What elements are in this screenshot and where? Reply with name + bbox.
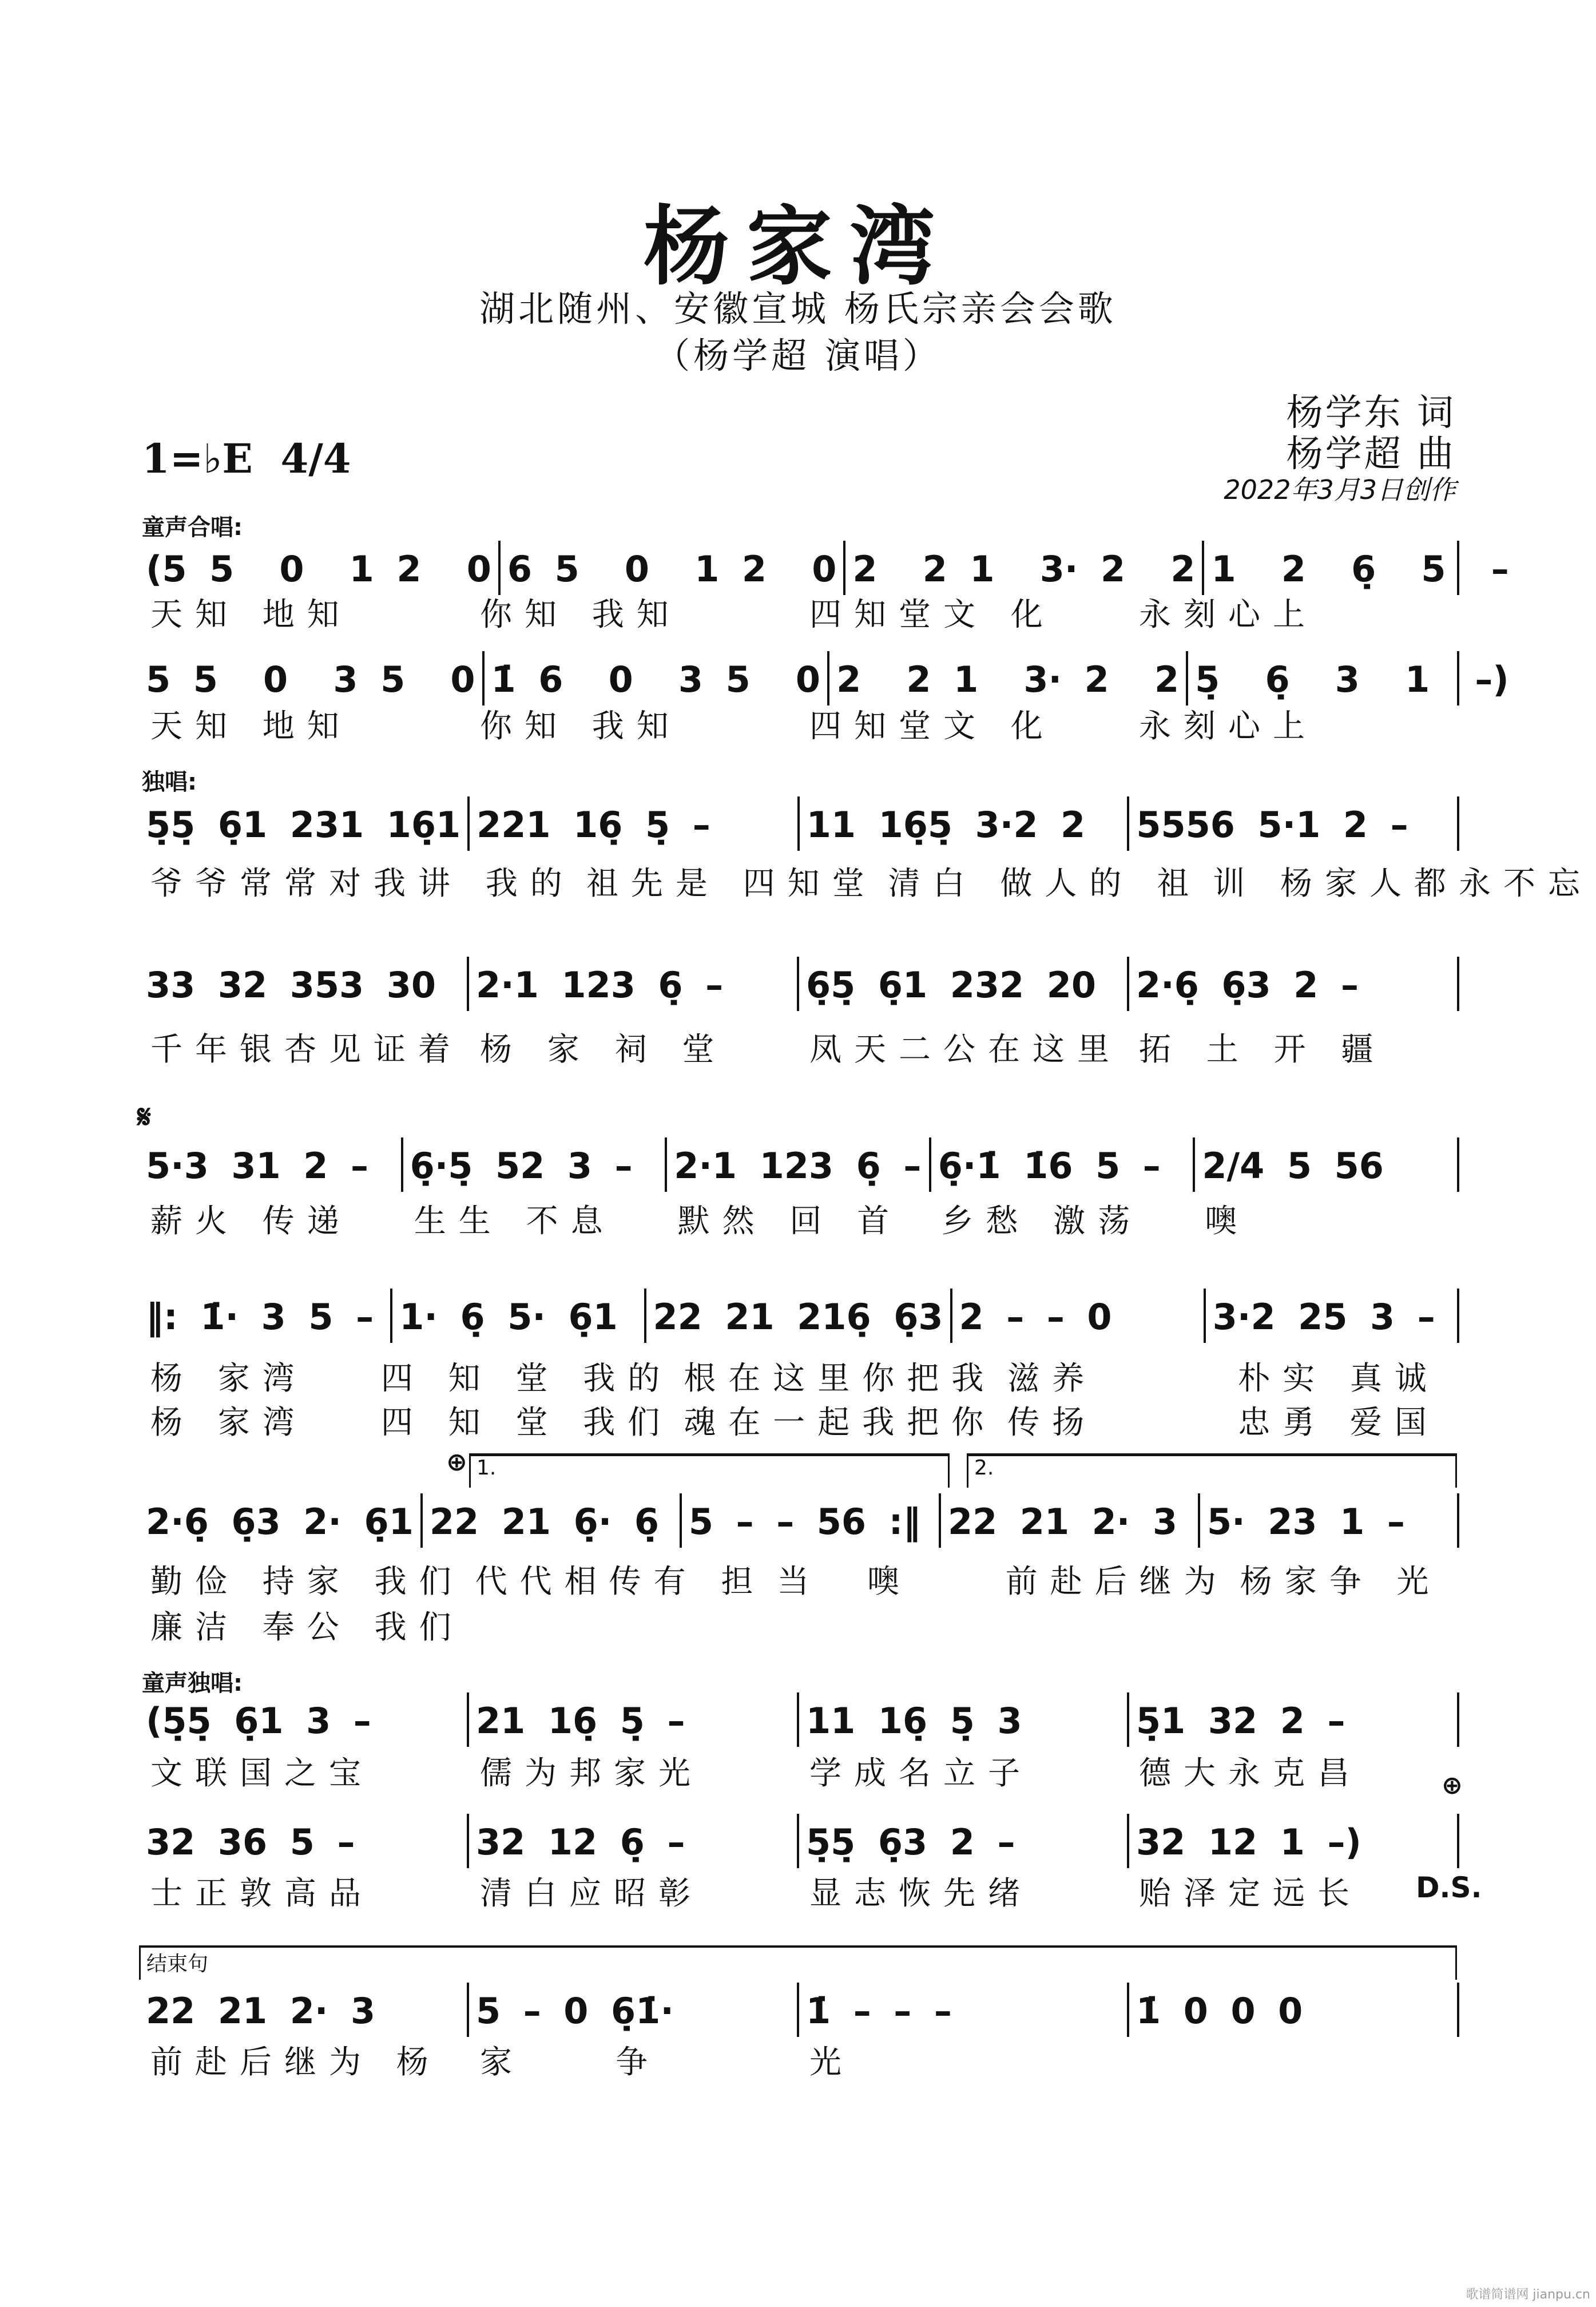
key: 1=♭E [142, 435, 253, 482]
subtitle: 湖北随州、安徽宣城 杨氏宗亲会会歌 [479, 288, 1117, 330]
lyric-measure: 四知堂文 化 [809, 708, 1055, 745]
lyric-line [139, 1397, 1457, 1443]
measure: 3·2 25 3 – [1204, 1289, 1457, 1343]
lyric-measure: 前赴后继为 [1005, 1563, 1229, 1600]
measure: 22 21 216̣ 6̣3 [644, 1289, 950, 1343]
volta-1: 1. [469, 1453, 950, 1488]
lyric-measure: 代代相传有 担 [475, 1563, 766, 1600]
measure: (5̣5̣ 6̣1 3 – [146, 1700, 371, 1742]
lyric-measure: 显志恢先绪 [809, 1875, 1033, 1912]
time-signature: 4/4 [280, 435, 351, 482]
measure: 22 21 2· 3 [146, 1990, 376, 2032]
measure: 11 16̣5̣ 3·2 2 [797, 796, 1127, 851]
lyric-measure: 千年银杏见证着 [150, 1031, 463, 1068]
lyric-measure: 士正敦高品 [150, 1875, 374, 1912]
measure: ‖: 1̇· 3 5 – [146, 1296, 374, 1338]
ending-box: 结束句 [139, 1945, 1457, 1980]
measure: 2·1 123 6̣ – [467, 957, 797, 1011]
ds-mark: D.S. [1416, 1871, 1482, 1904]
lyricist: 杨学东 词 [1286, 392, 1456, 434]
lyric-measure: 四 知 堂 我的 [380, 1360, 673, 1397]
lyric-line [139, 1748, 1457, 1794]
measure: 6̣·5̣ 52 3 – [401, 1137, 665, 1192]
measure: 2 – – 0 [950, 1289, 1204, 1343]
measure: 32 12 6̣ – [467, 1814, 797, 1868]
measure: 5̣ 6̣ 3 1 –) [1186, 651, 1516, 705]
measure: 1̇ – – – [797, 1983, 1127, 2037]
lyric-measure: 乡愁 激荡 [941, 1203, 1143, 1240]
lyric-measure: 你知 我知 [480, 708, 681, 745]
lyric-measure: 你知 我知 [480, 596, 681, 633]
lyric-line [139, 1602, 1457, 1648]
lyric-line [139, 1868, 1457, 1914]
lyric-measure: 滋养 [1007, 1360, 1097, 1397]
lyric-measure: 廉洁 奉公 我们 [150, 1609, 464, 1646]
watermark: 歌谱简谱网 jianpu.cn [1466, 2288, 1590, 2302]
lyric-measure: 默然 回 首 [677, 1203, 902, 1240]
measure: 1 2 6̣ 5 – [1202, 541, 1515, 595]
lyric-measure: 天知 地知 [150, 596, 352, 633]
section-label: 童声独唱: [142, 1670, 243, 1696]
lyric-measure: 根在这里你把我 [684, 1360, 996, 1397]
lyric-measure: 魂在一起我把你 [684, 1404, 996, 1441]
measure: (5 5 0 1 2 0 [146, 548, 491, 590]
lyric-measure: 当 噢 [777, 1563, 912, 1600]
lyric-measure: 拓 土 开 疆 [1139, 1031, 1386, 1068]
notation-line [139, 651, 1509, 705]
measure: 5̣5̣ 6̣3 2 – [797, 1814, 1127, 1868]
lyric-measure: 祖先是 四知堂 [586, 865, 877, 902]
lyric-line [139, 1196, 1457, 1242]
measure: 2·1 123 6̣ – [665, 1137, 929, 1192]
composer: 杨学超 曲 [1286, 433, 1456, 475]
lyric-measure: 杨 家湾 [150, 1360, 307, 1397]
measure: 2/4 5 56 [1193, 1137, 1457, 1192]
coda-sign: ⊕ [446, 1448, 467, 1477]
key-signature [142, 435, 351, 482]
lyric-measure [1127, 2037, 1457, 2083]
creation-date: 2022年3月3日创作 [1224, 474, 1456, 505]
measure: 11 16̣ 5̣ 3 [797, 1692, 1127, 1747]
measure: 5· 23 1 – [1198, 1493, 1457, 1548]
lyric-measure: 德大永克昌 [1139, 1755, 1362, 1792]
lyric-measure: 四知堂文 化 [809, 596, 1055, 633]
lyric-measure: 文联国之宝 [150, 1755, 374, 1792]
lyric-measure: 清白应昭彰 [480, 1875, 703, 1912]
measure: 32 36 5 – [146, 1821, 355, 1863]
section-label: 独唱: [142, 769, 197, 795]
measure: 5·3 31 2 – [146, 1145, 369, 1187]
measure: 5̣1 32 2 – [1127, 1692, 1457, 1747]
lyric-line [139, 1353, 1457, 1399]
notation-line [139, 1814, 1459, 1868]
measure: 5̣5̣ 6̣1 231 16̣1 [146, 804, 461, 846]
measure: 2·6̣ 6̣3 2 – [1127, 957, 1457, 1011]
section-label: 童声合唱: [142, 514, 243, 541]
measure: 6̣·1̇ 1̇6 5 – [929, 1137, 1193, 1192]
lyric-measure: 贻泽定远长 [1139, 1875, 1362, 1912]
notation-line [139, 1692, 1459, 1747]
lyric-measure: 生生 不息 [414, 1203, 616, 1240]
measure: 21 16̣ 5̣ – [467, 1692, 797, 1747]
measure: 221 16̣ 5̣ – [467, 796, 797, 851]
measure: 1· 6̣ 5· 6̣1 [390, 1289, 644, 1343]
measure: 2·6̣ 6̣3 2· 6̣1 [146, 1501, 414, 1543]
lyric-measure [712, 1602, 960, 1648]
volta-2: 2. [967, 1453, 1457, 1488]
lyric-measure [1209, 1602, 1457, 1648]
measure: 33 32 353 30 [146, 964, 436, 1006]
lyric-line [139, 701, 1457, 747]
lyric-measure: 训 杨家人都永不忘 [1213, 865, 1593, 902]
notation-line [139, 957, 1459, 1011]
measure: 1̇ 6 0 3 5 0 [482, 651, 828, 705]
lyric-line [139, 1024, 1457, 1070]
measure: 22 21 2· 3 [939, 1493, 1198, 1548]
lyric-measure: 永刻心上 [1139, 708, 1317, 745]
coda-sign: ⊕ [1442, 1771, 1463, 1800]
performer: （杨学超 演唱） [654, 335, 942, 376]
lyric-measure: 杨家争 光 [1240, 1563, 1442, 1600]
lyric-measure: 儒为邦家光 [480, 1755, 703, 1792]
measure: 2 2 1 3· 2 2 [843, 541, 1202, 595]
lyric-measure [464, 1602, 712, 1648]
measure: 6̣5̣ 6̣1 232 20 [797, 957, 1127, 1011]
lyric-measure [960, 1602, 1209, 1648]
lyric-measure: 清白 做人的 祖 [888, 865, 1202, 902]
lyric-line [139, 858, 1593, 904]
lyric-line [139, 589, 1457, 635]
notation-line [139, 1983, 1459, 2037]
lyric-line [139, 1556, 1457, 1602]
lyric-measure: 杨 家 祠 堂 [480, 1031, 727, 1068]
measure: 22 21 6̣· 6̣ [420, 1493, 680, 1548]
measure: 32 12 1 –) [1127, 1814, 1457, 1868]
lyric-measure: 勤俭 持家 我们 [150, 1563, 464, 1600]
lyric-measure: 爷爷常常对我讲 我的 [150, 865, 575, 902]
lyric-measure: 四 知 堂 我们 [380, 1404, 673, 1441]
measure: 5 5 0 3 5 0 [146, 659, 475, 700]
notation-line [139, 1493, 1459, 1548]
lyric-measure: 天知 地知 [150, 708, 352, 745]
lyric-measure: 朴实 真诚 [1238, 1360, 1439, 1397]
lyric-line [139, 2037, 1457, 2083]
lyric-measure: 光 [809, 2044, 854, 2081]
measure: 2 2 1 3· 2 2 [827, 651, 1186, 705]
lyric-measure: 家 争 [480, 2044, 661, 2081]
measure: 5 – – 56 :‖ [680, 1493, 939, 1548]
measure: 6 5 0 1 2 0 [498, 541, 844, 595]
notation-line [139, 1137, 1459, 1192]
lyric-measure: 杨 家湾 [150, 1404, 307, 1441]
lyric-measure: 凤天二公在这里 [809, 1031, 1122, 1068]
lyric-measure: 永刻心上 [1139, 596, 1317, 633]
lyric-measure: 前赴后继为 杨 [150, 2044, 441, 2081]
notation-line [139, 796, 1459, 851]
lyric-measure: 传扬 [1007, 1404, 1097, 1441]
lyric-measure: 学成名立子 [809, 1755, 1033, 1792]
segno-sign: 𝄋 [137, 1099, 152, 1136]
measure: 5556 5·1 2 – [1127, 796, 1457, 851]
lyric-measure: 噢 [1205, 1203, 1250, 1240]
measure: 1̇ 0 0 0 [1127, 1983, 1457, 2037]
notation-line [139, 1289, 1459, 1343]
measure: 5 – 0 6̣1̇· [467, 1983, 797, 2037]
lyric-measure: 忠勇 爱国 [1238, 1404, 1439, 1441]
song-title: 杨家湾 [643, 197, 952, 297]
lyric-measure: 薪火 传递 [150, 1203, 352, 1240]
notation-line [139, 541, 1509, 595]
